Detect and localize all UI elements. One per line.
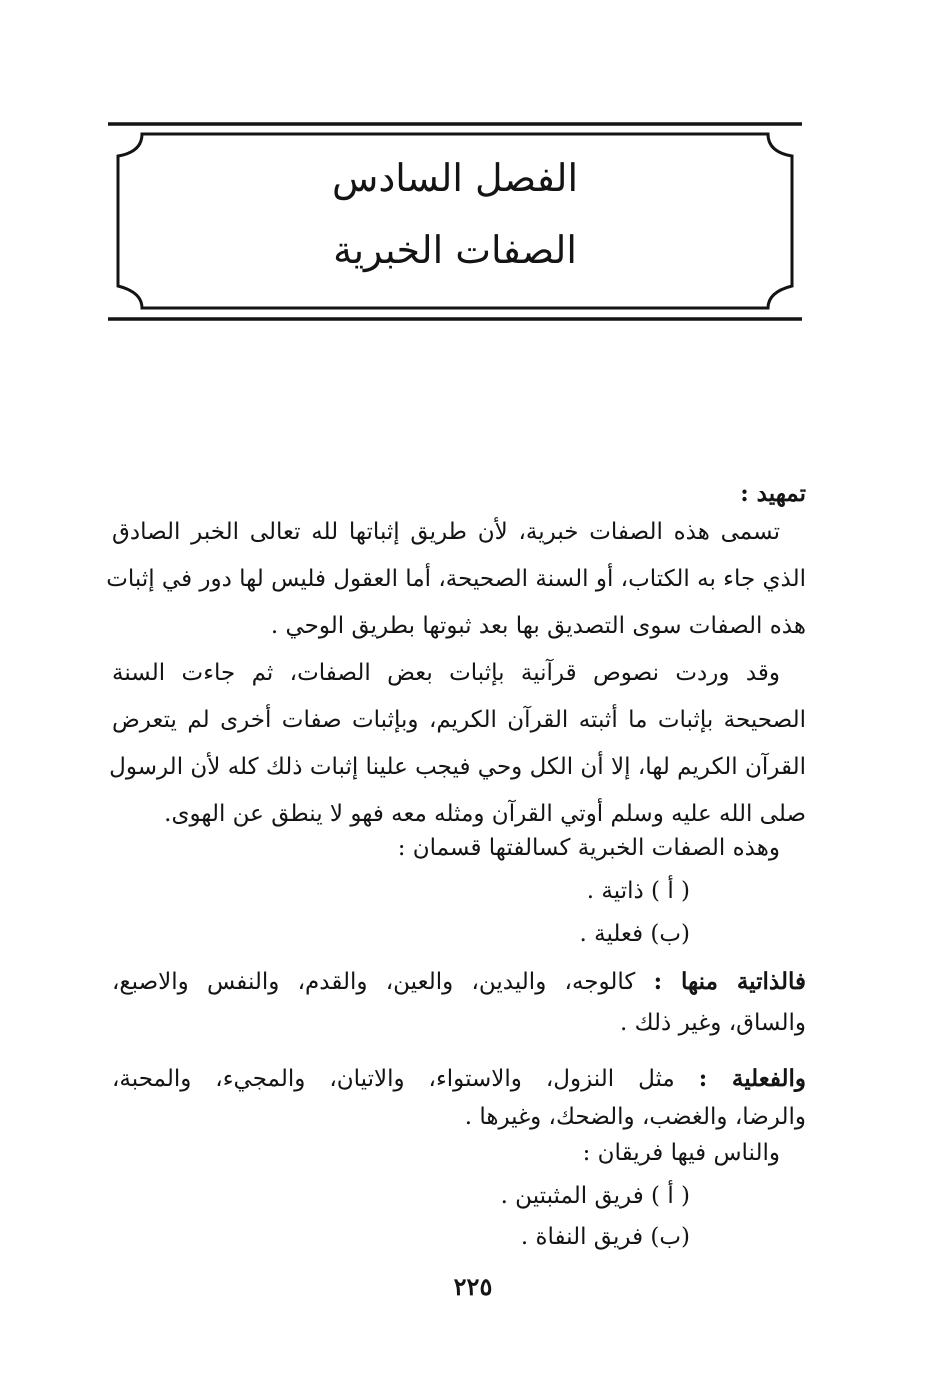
paragraph-line: وهذه الصفات الخبرية كسالفتها قسمان : bbox=[397, 835, 780, 861]
page-body bbox=[106, 470, 807, 1270]
paragraph-line: الصحيحة بإثبات ما أثبته القرآن الكريم، وبإثبات صفات أخرى لم يتعرض bbox=[112, 707, 806, 733]
paragraph-line: القرآن الكريم لها، إلا أن الكل وحي فيجب علينا إثبات ذلك كله لأن الرسول bbox=[109, 754, 806, 780]
page-number: ٢٢٥ bbox=[453, 1272, 493, 1301]
group-item: (ب) فريق النفاة . bbox=[520, 1224, 690, 1250]
intro-heading: تمهيد : bbox=[740, 480, 806, 507]
ornamental-border bbox=[108, 120, 802, 326]
dhatiya-text: كالوجه، واليدين، والعين، والقدم، والنفس والاصبع، bbox=[112, 969, 636, 995]
division-item: ( أ ) ذاتية . bbox=[586, 878, 690, 904]
filiya-label: والفعلية : bbox=[698, 1065, 807, 1092]
dhatiya-label: فالذاتية منها : bbox=[653, 968, 807, 995]
paragraph-line: هذه الصفات سوى التصديق بها بعد ثبوتها بطريق الوحي . bbox=[270, 613, 806, 639]
division-item: (ب) فعلية . bbox=[579, 921, 690, 947]
group-item: ( أ ) فريق المثبتين . bbox=[500, 1183, 690, 1209]
paragraph-line: والرضا، والغضب، والضحك، وغيرها . bbox=[464, 1104, 806, 1130]
paragraph-line: والساق، وغير ذلك . bbox=[620, 1010, 806, 1036]
paragraph-line: تسمى هذه الصفات خبرية، لأن طريق إثباتها لله تعالى الخبر الصادق bbox=[112, 519, 780, 545]
paragraph-line: صلى الله عليه وسلم أوتي القرآن ومثله معه فهو لا ينطق عن الهوى. bbox=[164, 801, 806, 827]
chapter-subject-title: الصفات الخبرية bbox=[333, 228, 577, 272]
paragraph-line: الذي جاء به الكتاب، أو السنة الصحيحة، أما العقول فليس لها دور في إثبات bbox=[106, 566, 806, 592]
chapter-title-frame bbox=[108, 120, 802, 326]
filiya-text: مثل النزول، والاستواء، والاتيان، والمجيء، والمحبة، bbox=[112, 1066, 675, 1092]
dhatiya-line bbox=[112, 958, 806, 1006]
paragraph-line: وقد وردت نصوص قرآنية بإثبات بعض الصفات، ثم جاءت السنة bbox=[112, 660, 780, 686]
paragraph-line: والناس فيها فريقان : bbox=[582, 1140, 780, 1166]
chapter-number-title: الفصل السادس bbox=[331, 156, 579, 200]
